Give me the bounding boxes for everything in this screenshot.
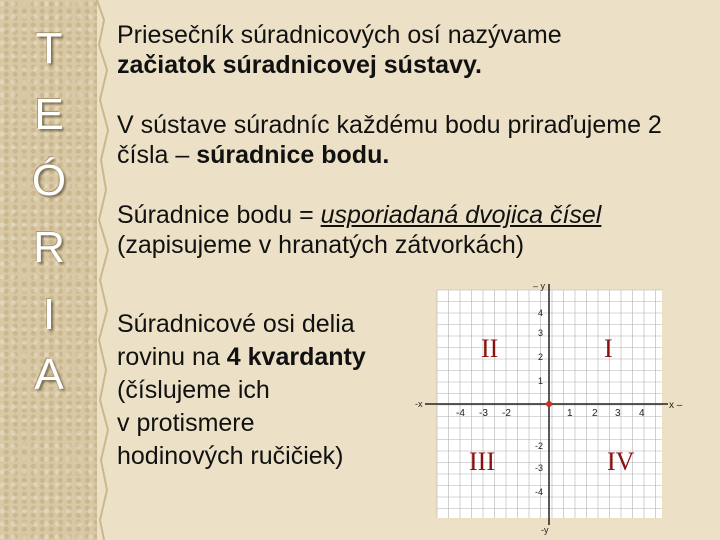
x-tick-pos-2: 2 [592,408,598,419]
paragraph-quadrants-line2a: rovinu na [117,343,227,371]
paragraph-coordinates-bold: súradnice bodu. [196,141,390,169]
paragraph-ordered-pair-text: Súradnice bodu = [117,201,321,229]
axis-label-x-positive: x – [669,400,683,411]
paragraph-quadrants-line1: Súradnicové osi delia [117,310,355,338]
sidebar-letter-5: I [42,290,56,339]
sidebar-letter-1: T [35,24,63,73]
paragraph-coordinates-text: V sústave súradníc každému bodu priraďujeme 2 čísla – [117,111,662,169]
paragraph-quadrants-line4: v protismere [117,409,255,437]
sidebar-letter-2: E [34,90,64,139]
coordinate-plane [410,280,690,540]
paragraph-ordered-pair [117,200,712,260]
axis-label-y-positive: – y [533,281,546,291]
y-tick-pos-1: 1 [538,376,544,386]
y-tick-pos-3: 3 [538,328,544,338]
x-tick-pos-3: 3 [615,408,621,419]
sidebar-letter-6: A [34,350,64,399]
paragraph-coordinates [117,110,712,170]
paragraph-ordered-pair-underline: usporiadaná dvojica čísel [320,201,602,229]
x-tick-neg-3: -3 [479,408,488,419]
quadrant-label-1: I [604,334,613,363]
y-tick-pos-2: 2 [538,352,544,362]
sidebar-letter-4: R [33,223,65,272]
slide-content [117,20,712,290]
paragraph-origin-bold: začiatok súradnicovej sústavy. [117,51,482,79]
origin-point [546,401,552,407]
y-tick-pos-4: 4 [538,308,544,318]
sidebar-letter-3: Ó [31,156,67,205]
axis-label-y-negative: -y [541,525,549,535]
y-tick-neg-2: -2 [535,441,544,451]
x-tick-pos-4: 4 [639,408,645,419]
x-tick-neg-2: -2 [502,408,511,419]
quadrant-label-4: IV [607,447,635,476]
paragraph-quadrants [117,308,417,473]
paragraph-quadrants-line3: (číslujeme ich [117,376,270,404]
y-tick-neg-3: -3 [535,463,544,473]
y-tick-neg-4: -4 [535,487,544,497]
paragraph-quadrants-bold: 4 kvardanty [226,343,366,371]
paragraph-quadrants-line5: hodinových ručičiek) [117,442,344,470]
paragraph-ordered-pair-note: (zapisujeme v hranatých zátvorkách) [117,231,525,259]
x-tick-pos-1: 1 [567,408,573,419]
quadrant-label-2: II [481,334,499,363]
x-tick-neg-4: -4 [456,408,465,419]
paragraph-origin-text: Priesečník súradnicových osí nazývame [117,21,562,49]
axis-label-x-negative: -x [415,399,423,409]
paragraph-origin [117,20,712,80]
quadrant-label-3: III [469,447,495,476]
